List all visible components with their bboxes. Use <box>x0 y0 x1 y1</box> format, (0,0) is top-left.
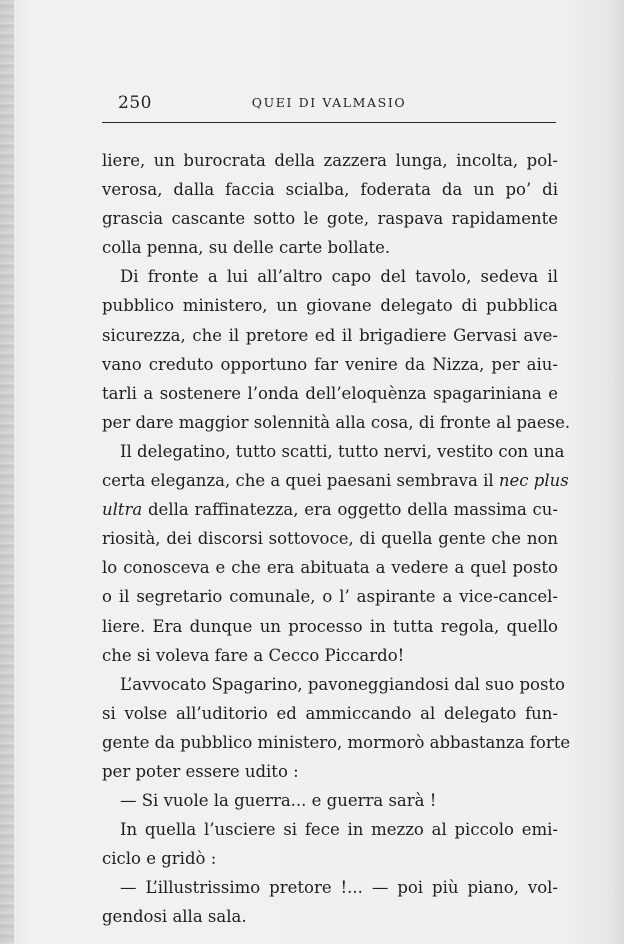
body-text <box>102 146 571 932</box>
text-line <box>102 495 558 524</box>
text-line: grascia cascante sotto le gote, raspava rapidamente <box>102 209 558 229</box>
text-line: gendosi alla sala. <box>102 907 247 927</box>
text-line: ciclo e gridò : <box>102 849 217 869</box>
italic-phrase: nec plus <box>498 471 569 491</box>
text-line: vano creduto opportuno far venire da Nizza, per aiu- <box>102 354 558 374</box>
text-line: Di fronte a lui all’altro capo del tavolo, sedeva il <box>120 267 558 287</box>
text-line: si volse all’uditorio ed ammiccando al delegato fun- <box>102 703 558 723</box>
italic-phrase: ultra <box>102 500 143 520</box>
running-title: QUEI DI VALMASIO <box>251 95 407 110</box>
dialogue-line: — L’illustrissimo pretore !... — poi più piano, vol- <box>120 878 558 898</box>
text-line: liere, un burocrata della zazzera lunga, incolta, pol- <box>102 151 558 170</box>
text-line: tarli a sostenere l’onda dell’eloquènza spagariniana e <box>102 383 558 403</box>
text-line <box>102 466 569 495</box>
text-line: colla penna, su delle carte bollate. <box>102 238 391 258</box>
text-line: che si voleva fare a Cecco Piccardo! <box>102 645 405 665</box>
header-rule <box>102 122 556 123</box>
text-line: Il delegatino, tutto scatti, tutto nervi, vestito con una <box>120 441 565 461</box>
text-line: In quella l’usciere si fece in mezzo al piccolo emi- <box>120 820 558 840</box>
text-line: lo conosceva e che era abituata a vedere a quel posto <box>102 558 558 578</box>
text-line: riosità, dei discorsi sottovoce, di quella gente che non <box>102 529 558 549</box>
text-segment: della raffinatezza, era oggetto della massima cu- <box>142 500 558 520</box>
text-line: o il segretario comunale, o l’ aspirante a vice-cancel- <box>102 587 558 607</box>
text-line: verosa, dalla faccia scialba, foderata da un po’ di <box>102 180 558 200</box>
dialogue-line: — Si vuole la guerra... e guerra sarà ! <box>120 791 437 811</box>
text-line: liere. Era dunque un processo in tutta regola, quello <box>102 616 558 636</box>
text-line: sicurezza, che il pretore ed il brigadiere Gervasi ave- <box>102 325 558 345</box>
text-segment: certa eleganza, che a quei paesani sembrava il <box>102 471 499 491</box>
text-line: per dare maggior solennità alla cosa, di fronte al paese. <box>102 412 571 432</box>
page-number: 250 <box>118 93 152 113</box>
page-binding-edge <box>0 0 14 944</box>
text-line: pubblico ministero, un giovane delegato di pubblica <box>102 296 558 316</box>
text-line: gente da pubblico ministero, mormorò abbastanza forte <box>102 732 571 752</box>
text-line: L’avvocato Spagarino, pavoneggiandosi dal suo posto <box>120 674 565 694</box>
page-header <box>102 88 556 118</box>
text-line: per poter essere udito : <box>102 761 299 781</box>
